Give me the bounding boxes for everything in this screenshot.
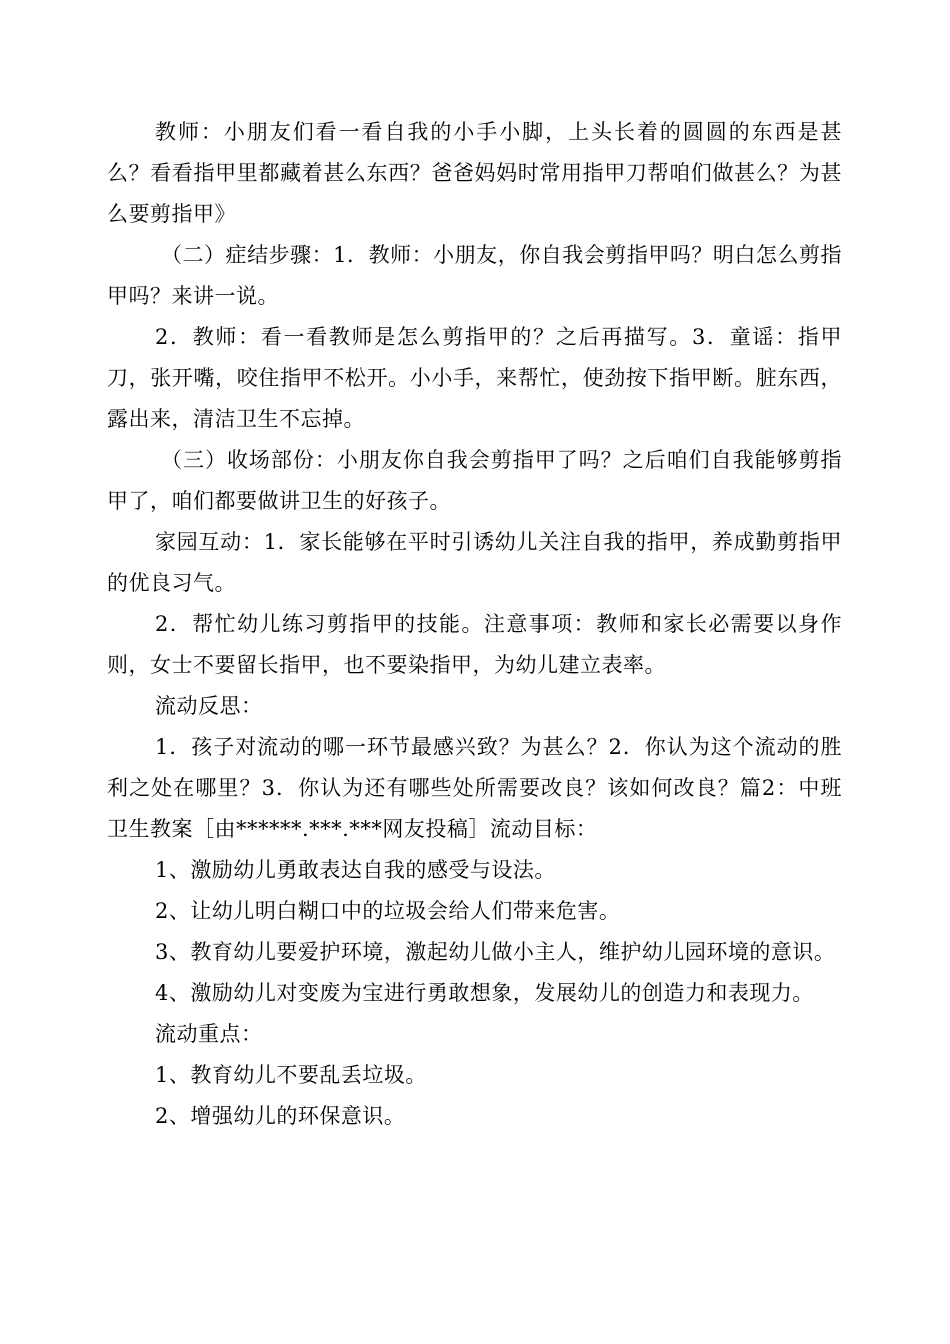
list-item-focus-1: 1、教育幼儿不要乱丢垃圾。 (155, 1063, 427, 1087)
list-item-focus-2: 2、增强幼儿的环保意识。 (155, 1104, 406, 1128)
document-body (107, 112, 842, 1137)
list-item-goal-4: 4、激励幼儿对变废为宝进行勇敢想象，发展幼儿的创造力和表现力。 (155, 981, 814, 1005)
list-item-goal-1: 1、激励幼儿勇敢表达自我的感受与设法。 (155, 858, 556, 882)
paragraph-teacher-intro: 教师：小朋友们看一看自我的小手小脚，上头长着的圆圆的东西是甚么？看看指甲里都藏着甚么东西？爸爸妈妈时常用指甲刀帮咱们做甚么？为甚么要剪指甲》 (107, 120, 842, 226)
paragraph-reflection-questions: 1．孩子对流动的哪一环节最感兴致？为甚么？2．你认为这个流动的胜利之处在哪里？3．你认为还有哪些处所需要改良？该如何改良？篇2：中班卫生教案［由******.***.***网友投稿］流动目标： (107, 735, 842, 841)
list-item-goal-3: 3、教育幼儿要爱护环境，激起幼儿做小主人，维护幼儿园环境的意识。 (155, 940, 836, 964)
paragraph-closing-part: （三）收场部份：小朋友你自我会剪指甲了吗？之后咱们自我能够剪指甲了，咱们都要做讲卫生的好孩子。 (107, 448, 842, 513)
paragraph-notes: 2．帮忙幼儿练习剪指甲的技能。注意事项：教师和家长必需要以身作则，女士不要留长指甲，也不要染指甲，为幼儿建立表率。 (107, 612, 842, 677)
paragraph-demonstration-rhyme: 2．教师：看一看教师是怎么剪指甲的？之后再描写。3．童谣：指甲刀，张开嘴，咬住指甲不松开。小小手，来帮忙，使劲按下指甲断。脏东西，露出来，清洁卫生不忘掉。 (107, 325, 842, 431)
paragraph-home-interaction: 家园互动：1．家长能够在平时引诱幼儿关注自我的指甲，养成勤剪指甲的优良习气。 (107, 530, 842, 595)
paragraph-key-steps: （二）症结步骤：1．教师：小朋友，你自我会剪指甲吗？明白怎么剪指甲吗？来讲一说。 (107, 243, 842, 308)
list-item-goal-2: 2、让幼儿明白糊口中的垃圾会给人们带来危害。 (155, 899, 621, 923)
heading-activity-reflection: 流动反思： (155, 694, 263, 718)
heading-activity-focus: 流动重点： (155, 1022, 263, 1046)
